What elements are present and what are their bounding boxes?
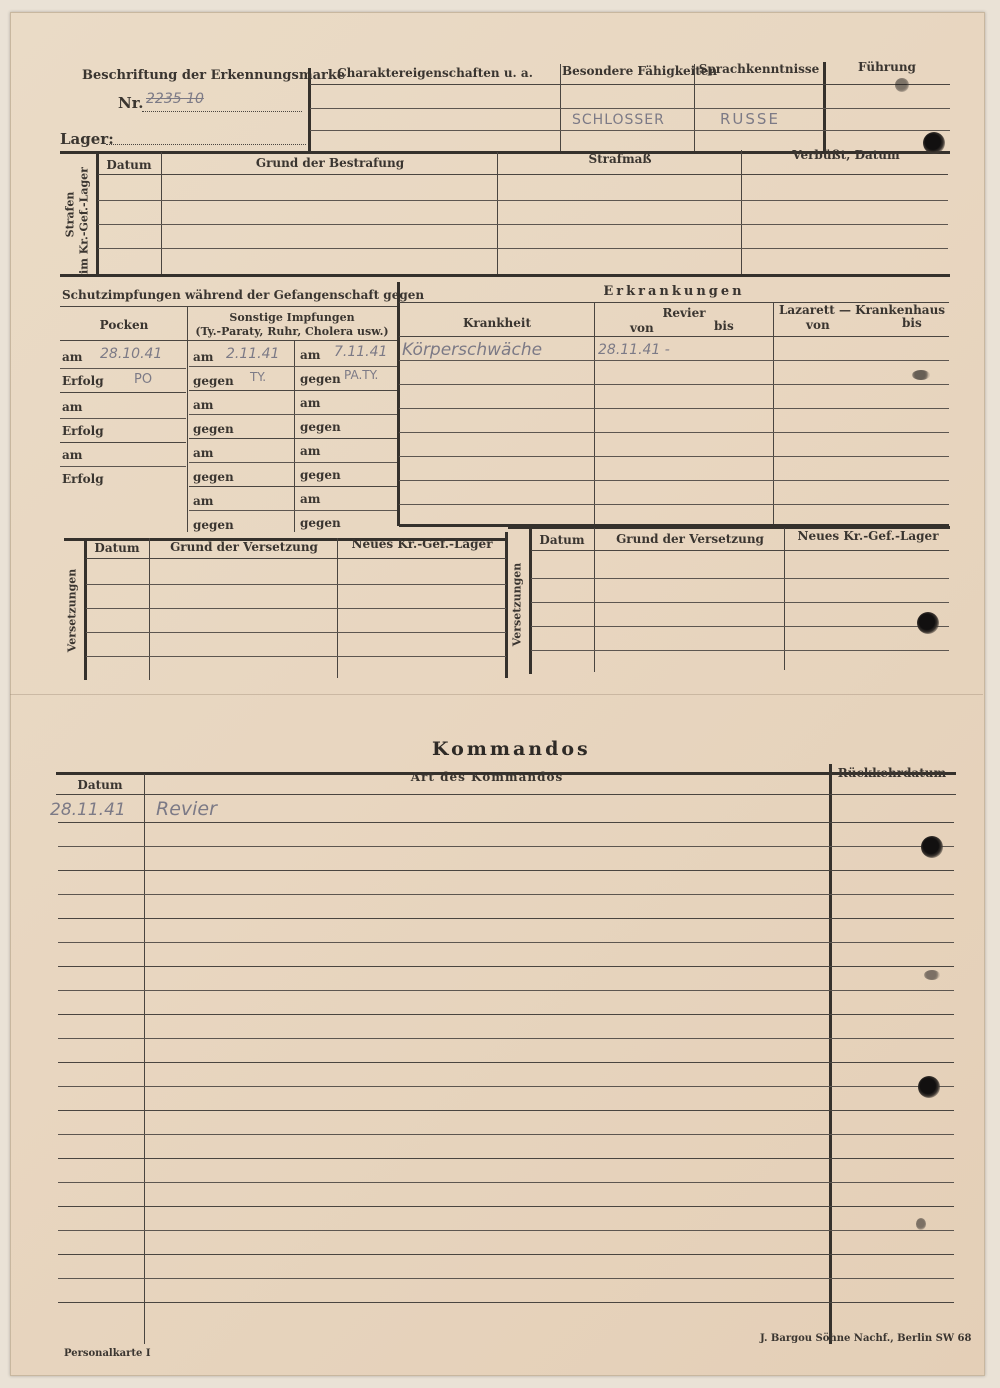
kommandos-row-line <box>58 870 954 871</box>
punch-hole <box>912 370 930 380</box>
sonstige-line-2 <box>189 390 397 391</box>
versetzungen-left-col-grund: Grund der Versetzung <box>170 540 318 554</box>
sonstige-label-2: (Ty.-Paraty, Ruhr, Cholera usw.) <box>195 325 389 338</box>
pocken-label: Pocken <box>99 318 149 332</box>
faehigkeiten-label: Besondere Fähigkeiten <box>562 64 718 78</box>
erkrankungen-line-2 <box>399 384 949 385</box>
versetzungen-right-side-label: Versetzungen <box>510 562 524 647</box>
versetzungen-left-line-1 <box>86 584 506 585</box>
pocken-line-5 <box>60 466 186 467</box>
erkennungsmarke-label: Beschriftung der Erkennungsmarke <box>82 68 346 83</box>
sonstige-line-7 <box>189 510 397 511</box>
kommandos-col-rueckkehr: Rückkehrdatum <box>837 766 947 780</box>
faehigkeiten-value: SCHLOSSER <box>572 112 665 128</box>
pocken-line-1 <box>60 368 186 369</box>
erkrankungen-line-5 <box>399 456 949 457</box>
strafen-divider-2 <box>497 152 498 276</box>
strafen-col-datum: Datum <box>106 158 152 172</box>
charakter-label: Charaktereigenschaften u. a. <box>337 66 533 80</box>
pocken-line-2 <box>60 392 186 393</box>
erkrankungen-line-4 <box>399 432 949 433</box>
versetzungen-left-side-label: Versetzungen <box>65 568 79 653</box>
sonstige1-gegen-label-1: gegen <box>193 374 234 388</box>
pocken-line-3 <box>60 418 186 419</box>
lager-line <box>106 144 306 145</box>
sonstige2-gegen-label-2: gegen <box>300 420 341 434</box>
versetzungen-right-line-2 <box>531 602 949 603</box>
sonstige1-gegen-label-3: gegen <box>193 470 234 484</box>
punch-hole <box>924 970 940 980</box>
versetzungen-left-line-4 <box>86 656 506 657</box>
revier-von-value: 28.11.41 - <box>598 342 670 358</box>
impfungen-header: Schutzimpfungen während der Gefangenschaft gegen <box>62 288 425 302</box>
sonstige1-am-value: 2.11.41 <box>226 346 280 362</box>
footer-right: J. Bargou Söhne Nachf., Berlin SW 68 <box>760 1333 972 1344</box>
sprach-label: Sprachkenntnisse <box>698 62 820 76</box>
strafen-divider-3 <box>741 150 742 274</box>
kommandos-row-line <box>58 1158 954 1159</box>
nr-label: Nr. <box>118 94 144 112</box>
punch-hole <box>916 1218 926 1230</box>
strafen-row-line-3 <box>98 248 948 249</box>
nr-line <box>142 111 302 112</box>
pocken-line-4 <box>60 442 186 443</box>
kommando-row-datum: 28.11.41 <box>50 800 126 820</box>
strafen-header-line <box>98 174 948 175</box>
versetzungen-left-side-divider <box>84 538 87 680</box>
versetzungen-right-col-lager: Neues Kr.-Gef.-Lager <box>797 529 939 543</box>
impfungen-divider-2 <box>294 340 295 532</box>
kommandos-row-line <box>58 1182 954 1183</box>
punch-hole <box>895 78 909 92</box>
impfungen-subheader-line <box>60 340 397 341</box>
sonstige2-am-label-2: am <box>300 396 321 410</box>
erkrankungen-line-6 <box>399 480 949 481</box>
pocken-erfolg-value: PO <box>134 372 153 387</box>
erkrankungen-subheader-line <box>399 336 949 337</box>
pocken-erfolg-label-3: Erfolg <box>62 472 104 486</box>
kommandos-divider-1 <box>144 774 145 1344</box>
header-row-line-1 <box>310 84 950 85</box>
kommandos-row-line <box>58 966 954 967</box>
versetzungen-right-header-line <box>531 550 949 551</box>
lazarett-bis-label: bis <box>902 316 922 330</box>
kommandos-col-art: Art des Kommandos <box>410 770 564 784</box>
kommandos-row-line <box>58 1134 954 1135</box>
kommandos-row-line <box>58 894 954 895</box>
fold-line <box>10 694 983 695</box>
sonstige-line-4 <box>189 438 397 439</box>
erkrankungen-line-7 <box>399 504 949 505</box>
punch-hole <box>918 1076 940 1098</box>
erkrankungen-line-1 <box>399 360 949 361</box>
kommandos-row-line <box>58 1206 954 1207</box>
header-divider-1 <box>308 68 311 152</box>
kommandos-header-line <box>56 794 956 795</box>
versetzungen-left-line-2 <box>86 608 506 609</box>
sonstige1-am-label-2: am <box>193 398 214 412</box>
impfungen-header-line <box>60 306 397 307</box>
kommandos-row-line <box>58 1254 954 1255</box>
sonstige2-am-label-1: am <box>300 348 321 362</box>
kommandos-row-line <box>58 1014 954 1015</box>
strafen-col-strafmass: Strafmaß <box>588 152 652 166</box>
header-divider-4 <box>823 62 826 152</box>
sonstige2-am-label-3: am <box>300 444 321 458</box>
sonstige-line-3 <box>189 414 397 415</box>
kommandos-row-line <box>58 846 954 847</box>
footer-left: Personalkarte I <box>64 1348 151 1359</box>
kommandos-row-line <box>58 990 954 991</box>
sonstige1-am-label-1: am <box>193 350 214 364</box>
pocken-am-label-3: am <box>62 448 83 462</box>
versetzungen-right-line-4 <box>531 650 949 651</box>
sonstige-line-5 <box>189 462 397 463</box>
nr-value: 2235 10 <box>146 91 204 107</box>
versetzungen-left-col-lager: Neues Kr.-Gef.-Lager <box>351 537 493 551</box>
sprach-value: RUSSE <box>720 110 780 128</box>
pocken-erfolg-label-1: Erfolg <box>62 374 104 388</box>
kommandos-row-line <box>58 1278 954 1279</box>
strafen-row-line-2 <box>98 224 948 225</box>
lazarett-label: Lazarett — Krankenhaus <box>778 303 946 317</box>
fuehrung-label: Führung <box>858 60 916 74</box>
strafen-divider-1 <box>161 152 162 276</box>
krankheit-value: Körperschwäche <box>402 340 543 360</box>
kommandos-col-datum: Datum <box>77 778 123 792</box>
versetzungen-right-line-1 <box>531 578 949 579</box>
sonstige1-gegen-value: TY. <box>250 370 267 384</box>
header-row-line-2 <box>310 108 950 109</box>
kommandos-row-line <box>58 1062 954 1063</box>
sonstige-line-1 <box>189 366 397 367</box>
kommandos-row-line <box>58 942 954 943</box>
sonstige1-am-label-4: am <box>193 494 214 508</box>
sonstige-line-6 <box>189 486 397 487</box>
header-row-line-3 <box>310 130 950 131</box>
strafen-row-line-1 <box>98 200 948 201</box>
strafen-col-grund: Grund der Bestrafung <box>255 156 405 170</box>
krankheit-label: Krankheit <box>462 316 532 330</box>
punch-hole <box>917 612 939 634</box>
sonstige1-gegen-label-4: gegen <box>193 518 234 532</box>
kommandos-row-line <box>58 1086 954 1087</box>
revier-label: Revier <box>662 306 706 320</box>
revier-bis-label: bis <box>714 319 734 333</box>
sonstige-label-1: Sonstige Impfungen <box>229 311 355 324</box>
erkrankungen-header: Erkrankungen <box>603 284 745 299</box>
punch-hole <box>921 836 943 858</box>
erkrankungen-line-3 <box>399 408 949 409</box>
versetzungen-left-line-3 <box>86 632 506 633</box>
strafen-bottom-rule <box>60 274 950 277</box>
sonstige2-gegen-label-1: gegen <box>300 372 341 386</box>
kommandos-row-line <box>58 1302 954 1303</box>
kommandos-row-line <box>58 1038 954 1039</box>
sonstige2-gegen-value: PA.TY. <box>344 368 379 382</box>
pocken-am-label-1: am <box>62 350 83 364</box>
sonstige1-gegen-label-2: gegen <box>193 422 234 436</box>
pocken-am-value: 28.10.41 <box>100 346 163 362</box>
kommandos-title: Kommandos <box>432 738 591 760</box>
versetzungen-right-line-3 <box>531 626 949 627</box>
strafen-side-label-1: Strafen <box>63 191 77 238</box>
pocken-am-label-2: am <box>62 400 83 414</box>
kommandos-divider-2 <box>829 764 832 1344</box>
versetzungen-left-header-line <box>86 558 506 559</box>
sonstige2-am-value: 7.11.41 <box>334 344 388 360</box>
sonstige2-gegen-label-3: gegen <box>300 468 341 482</box>
pocken-erfolg-label-2: Erfolg <box>62 424 104 438</box>
lager-label: Lager: <box>60 130 114 148</box>
strafen-col-verbuesst: Verbüßt, Datum <box>792 148 900 162</box>
versetzungen-right-col-grund: Grund der Versetzung <box>616 532 764 546</box>
sonstige2-am-label-4: am <box>300 492 321 506</box>
revier-von-label: von <box>630 321 654 335</box>
kommandos-row-line <box>58 822 954 823</box>
strafen-side-label-2: im Kr.-Gef.-Lager <box>77 167 91 274</box>
versetzungen-left-divider-1 <box>149 538 150 680</box>
kommandos-row-line <box>58 918 954 919</box>
versetzungen-right-col-datum: Datum <box>539 533 585 547</box>
versetzungen-left-col-datum: Datum <box>94 541 140 555</box>
sonstige1-am-label-3: am <box>193 446 214 460</box>
kommandos-row-line <box>58 1110 954 1111</box>
kommando-row-art: Revier <box>156 798 217 820</box>
sonstige2-gegen-label-4: gegen <box>300 516 341 530</box>
kommandos-row-line <box>58 1230 954 1231</box>
punch-hole <box>923 132 945 154</box>
lazarett-von-label: von <box>806 318 830 332</box>
